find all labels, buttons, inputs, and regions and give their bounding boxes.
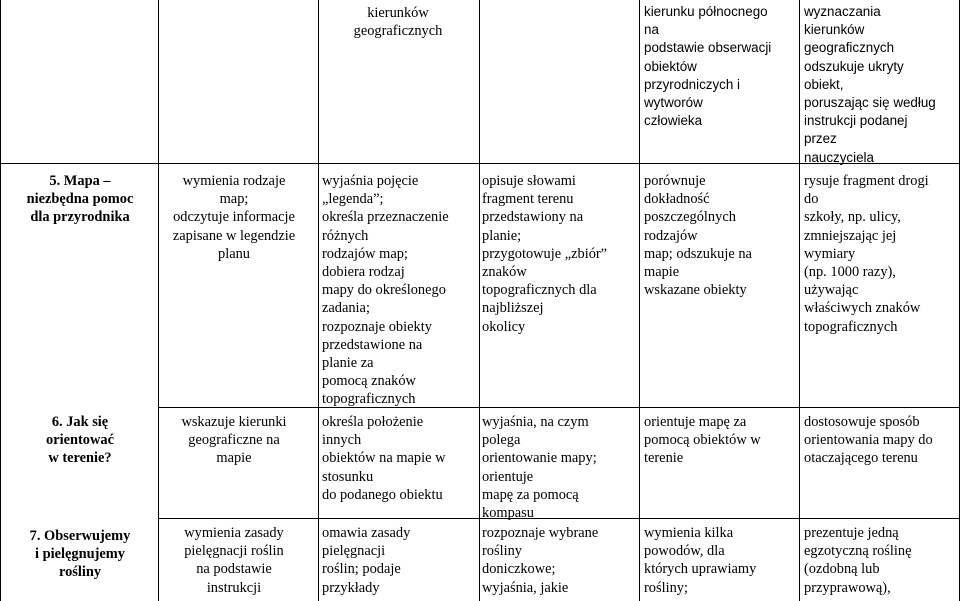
column-divider [318,0,319,601]
column-divider [639,0,640,601]
good-cell-top: kierunku północnego na podstawie obserwacji obiektów przyrodniczych i wytworów człowieka [644,4,772,129]
excellent-cell-top: wyznaczania kierunków geograficznych odszukuje ukryty obiekt, poruszając się według instrukcji podanej przez nauczyciela [804,4,936,165]
good-cell-mapa: porównuje dokładność poszczególnych rodzajów map; odszukuje na mapie wskazane obiekty [644,173,752,299]
basic-cell-rosliny: wymienia zasady pielęgnacji roślin na podstawie instrukcji [184,525,284,596]
row-divider [158,407,960,408]
table-border-left [0,0,1,601]
topic-mapa: 5. Mapa – niezbędna pomoc dla przyrodnika [26,173,134,226]
good-cell-rosliny: wymienia kilka powodów, dla których uprawiamy rośliny; [644,525,757,596]
topic-rosliny: 7. Obserwujemy i pielęgnujemy rośliny [29,528,131,581]
extended-cell-orientacja: określa położenie innych obiektów na mapie w stosunku do podanego obiektu [322,414,446,503]
excellent-cell-mapa: rysuje fragment drogi do szkoły, np. ulicy, zmniejszając jej wymiary (np. 1000 razy), używając właściwych znaków topograficznych [804,173,929,335]
extended-cell-rosliny: omawia zasady pielęgnacji roślin; podaje przykłady [322,525,411,596]
topic-orientacja: 6. Jak się orientować w terenie? [46,414,114,467]
column-divider [158,0,159,601]
excellent-cell-orientacja: dostosowuje sposób orientowania mapy do otaczającego terenu [804,414,933,467]
complete-cell-orientacja: wyjaśnia, na czym polega orientowanie mapy; orientuje mapę za pomocą kompasu [482,414,597,522]
extended-cell-mapa: wyjaśnia pojęcie „legenda”; określa przeznaczenie różnych rodzajów map; dobiera rodzaj mapy do określonego zadania; rozpoznaje obiekty przedstawione na planie za pomocą znaków topograficznych [322,173,449,408]
good-cell-orientacja: orientuje mapę za pomocą obiektów w terenie [644,414,761,467]
basic-cell-orientacja: wskazuje kierunki geograficzne na mapie [181,414,287,467]
basic-cell-mapa: wymienia rodzaje map; odczytuje informacje zapisane w legendzie planu [172,173,296,262]
complete-cell-mapa: opisuje słowami fragment terenu przedstawiony na planie; przygotowuje „zbiór” znaków topograficznych dla najbliższej okolicy [482,173,608,335]
excellent-cell-rosliny: prezentuje jedną egzotyczną roślinę (ozdobną lub przyprawową), [804,525,912,596]
extended-cell-top: kierunków geograficznych [353,5,443,40]
complete-cell-rosliny: rozpoznaje wybrane rośliny doniczkowe; wyjaśnia, jakie [482,525,599,596]
column-divider [799,0,800,601]
